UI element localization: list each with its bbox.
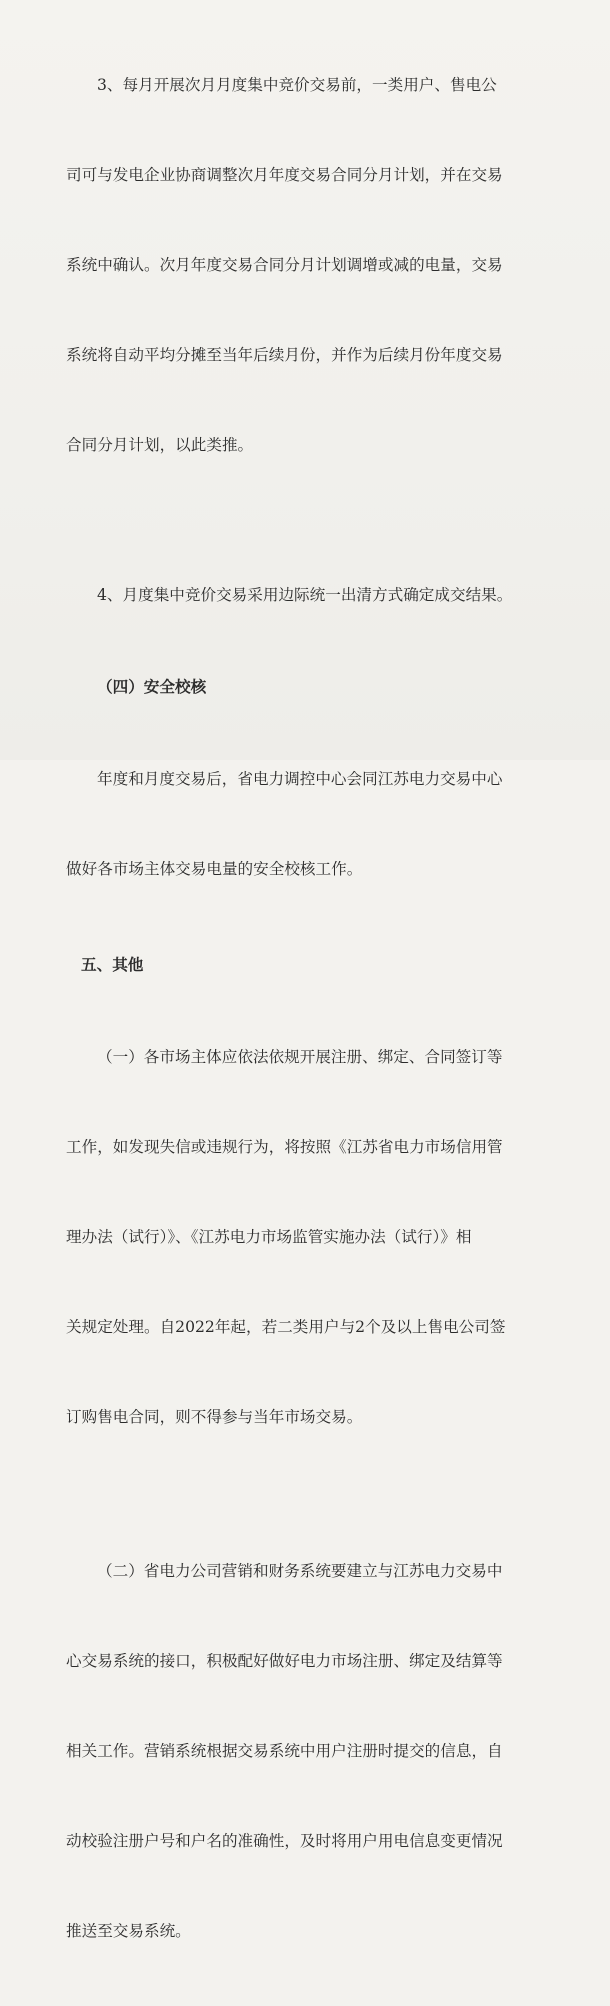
text-line: 关规定处理。自2022年起，若二类用户与2个及以上售电公司签: [66, 1318, 506, 1336]
text-line: 做好各市场主体交易电量的安全校核工作。: [66, 860, 363, 878]
paragraph-item-3: [66, 10, 586, 520]
text-line: 相关工作。营销系统根据交易系统中用户注册时提交的信息，自: [66, 1742, 503, 1760]
paragraph-other-1: [66, 982, 586, 1492]
text-line: 司可与发电企业协商调整次月年度交易合同分月计划，并在交易: [66, 166, 503, 184]
text-line: 系统将自动平均分摊至当年后续月份，并作为后续月份年度交易: [66, 346, 503, 364]
text-line: 心交易系统的接口，积极配好做好电力市场注册、绑定及结算等: [66, 1652, 503, 1670]
text-line: 推送至交易系统。: [66, 1922, 191, 1940]
document-body: [66, 10, 586, 2006]
text-line: 系统中确认。次月年度交易合同分月计划调增或减的电量，交易: [66, 256, 503, 274]
text-line: 年度和月度交易后，省电力调控中心会同江苏电力交易中心: [97, 770, 503, 788]
text-line: 合同分月计划，以此类推。: [66, 436, 254, 454]
text-line: 动校验注册户号和户名的准确性，及时将用户用电信息变更情况: [66, 1832, 503, 1850]
text-line: 工作，如发现失信或违规行为，将按照《江苏省电力市场信用管: [66, 1138, 503, 1156]
paragraph-other-2: [66, 1496, 586, 2006]
text-line: 4、月度集中竞价交易采用边际统一出清方式确定成交结果。: [97, 586, 513, 604]
text-line: （二）省电力公司营销和财务系统要建立与江苏电力交易中: [97, 1562, 503, 1580]
paragraph-item-4: [66, 520, 586, 670]
section-heading-other: 五、其他: [81, 956, 144, 974]
text-line: 理办法（试行）》、《江苏电力市场监管实施办法（试行）》相: [66, 1228, 472, 1246]
text-line: 订购售电合同，则不得参与当年市场交易。: [66, 1408, 363, 1426]
section-heading-safety-check: （四）安全校核: [97, 677, 207, 696]
paragraph-safety-check: [66, 704, 586, 944]
text-line: 3、每月开展次月月度集中竞价交易前，一类用户、售电公: [97, 76, 497, 94]
text-line: （一）各市场主体应依法依规开展注册、绑定、合同签订等: [97, 1048, 503, 1066]
